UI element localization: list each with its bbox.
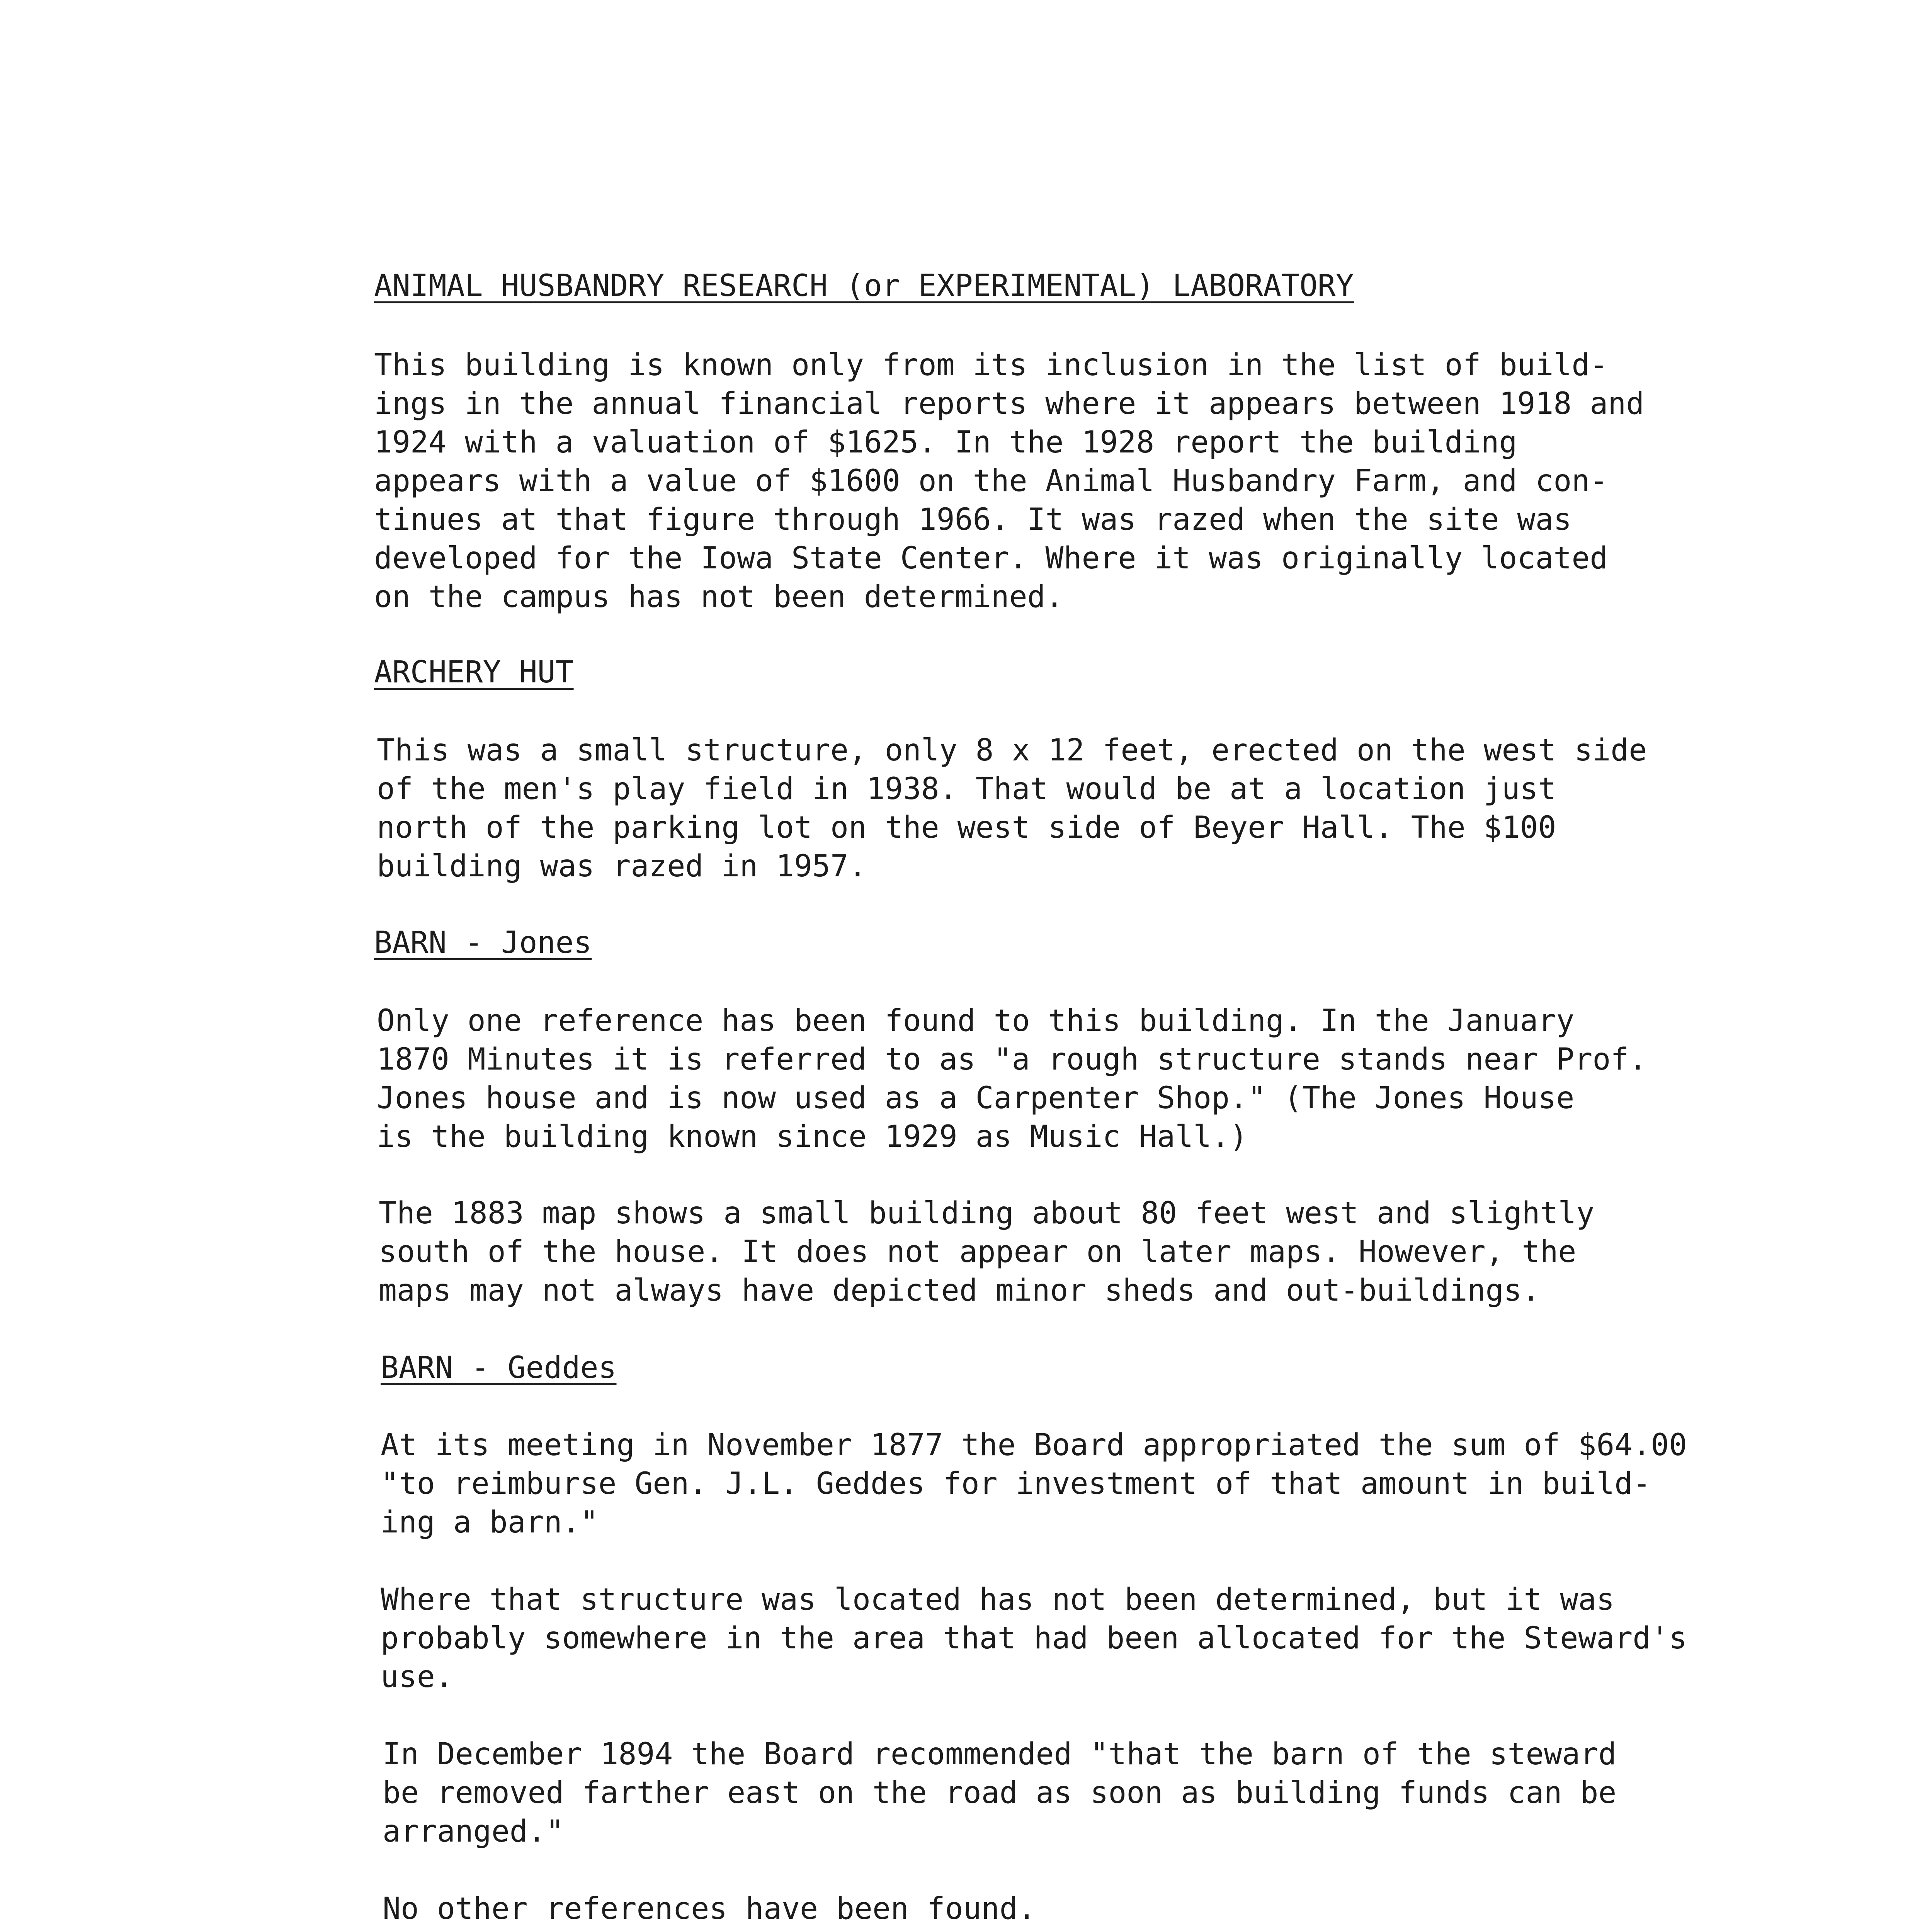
text-line: on the campus has not been determined. bbox=[374, 580, 1064, 614]
text-line: At its meeting in November 1877 the Board appropriated the sum of $64.00 bbox=[381, 1428, 1687, 1463]
text-line: tinues at that figure through 1966. It was razed when the site was bbox=[374, 502, 1572, 537]
text-line: maps may not always have depicted minor sheds and out-buildings. bbox=[379, 1273, 1540, 1308]
paragraph-barn-jones-2 bbox=[379, 1194, 1594, 1310]
text-line: use. bbox=[381, 1660, 453, 1694]
paragraph-barn-jones-1 bbox=[377, 1002, 1647, 1156]
text-line: Where that structure was located has not been determined, but it was bbox=[381, 1582, 1615, 1617]
paragraph-archery-hut bbox=[377, 731, 1647, 886]
text-line: be removed farther east on the road as soon as building funds can be bbox=[383, 1776, 1617, 1810]
section-heading-archery-hut: ARCHERY HUT bbox=[374, 655, 574, 690]
section-heading-barn-geddes: BARN - Geddes bbox=[381, 1350, 617, 1385]
section-heading-barn-jones: BARN - Jones bbox=[374, 925, 592, 960]
text-line: 1870 Minutes it is referred to as "a rough structure stands near Prof. bbox=[377, 1042, 1647, 1077]
text-line: probably somewhere in the area that had been allocated for the Steward's bbox=[381, 1621, 1687, 1656]
paragraph-animal-husbandry-lab bbox=[374, 346, 1644, 616]
text-line: arranged." bbox=[383, 1814, 564, 1849]
text-line: is the building known since 1929 as Music Hall.) bbox=[377, 1119, 1248, 1154]
text-line: Jones house and is now used as a Carpenter Shop." (The Jones House bbox=[377, 1081, 1575, 1116]
text-line: This building is known only from its inclusion in the list of build- bbox=[374, 348, 1608, 383]
paragraph-barn-geddes-1 bbox=[381, 1426, 1687, 1542]
paragraph-barn-geddes-3 bbox=[383, 1735, 1616, 1851]
section-heading-animal-husbandry-lab: ANIMAL HUSBANDRY RESEARCH (or EXPERIMENTAL) LABORATORY bbox=[374, 269, 1354, 303]
text-line: south of the house. It does not appear on later maps. However, the bbox=[379, 1235, 1577, 1269]
text-line: building was razed in 1957. bbox=[377, 849, 867, 884]
text-line: "to reimburse Gen. J.L. Geddes for investment of that amount in build- bbox=[381, 1466, 1651, 1501]
text-line: Only one reference has been found to this building. In the January bbox=[377, 1003, 1575, 1038]
text-line: No other references have been found. bbox=[383, 1891, 1036, 1926]
paragraph-barn-geddes-2 bbox=[381, 1580, 1687, 1696]
text-line: appears with a value of $1600 on the Animal Husbandry Farm, and con- bbox=[374, 464, 1608, 498]
text-line: In December 1894 the Board recommended "that the barn of the steward bbox=[383, 1737, 1617, 1772]
text-line: This was a small structure, only 8 x 12 feet, erected on the west side bbox=[377, 733, 1647, 768]
text-line: ing a barn." bbox=[381, 1505, 599, 1540]
paragraph-barn-geddes-4 bbox=[383, 1889, 1036, 1928]
text-line: north of the parking lot on the west side of Beyer Hall. The $100 bbox=[377, 810, 1556, 845]
text-line: of the men's play field in 1938. That would be at a location just bbox=[377, 772, 1556, 806]
text-line: The 1883 map shows a small building about 80 feet west and slightly bbox=[379, 1196, 1595, 1231]
text-line: ings in the annual financial reports where it appears between 1918 and bbox=[374, 386, 1645, 421]
text-line: developed for the Iowa State Center. Where it was originally located bbox=[374, 541, 1608, 576]
text-line: 1924 with a valuation of $1625. In the 1928 report the building bbox=[374, 425, 1517, 460]
